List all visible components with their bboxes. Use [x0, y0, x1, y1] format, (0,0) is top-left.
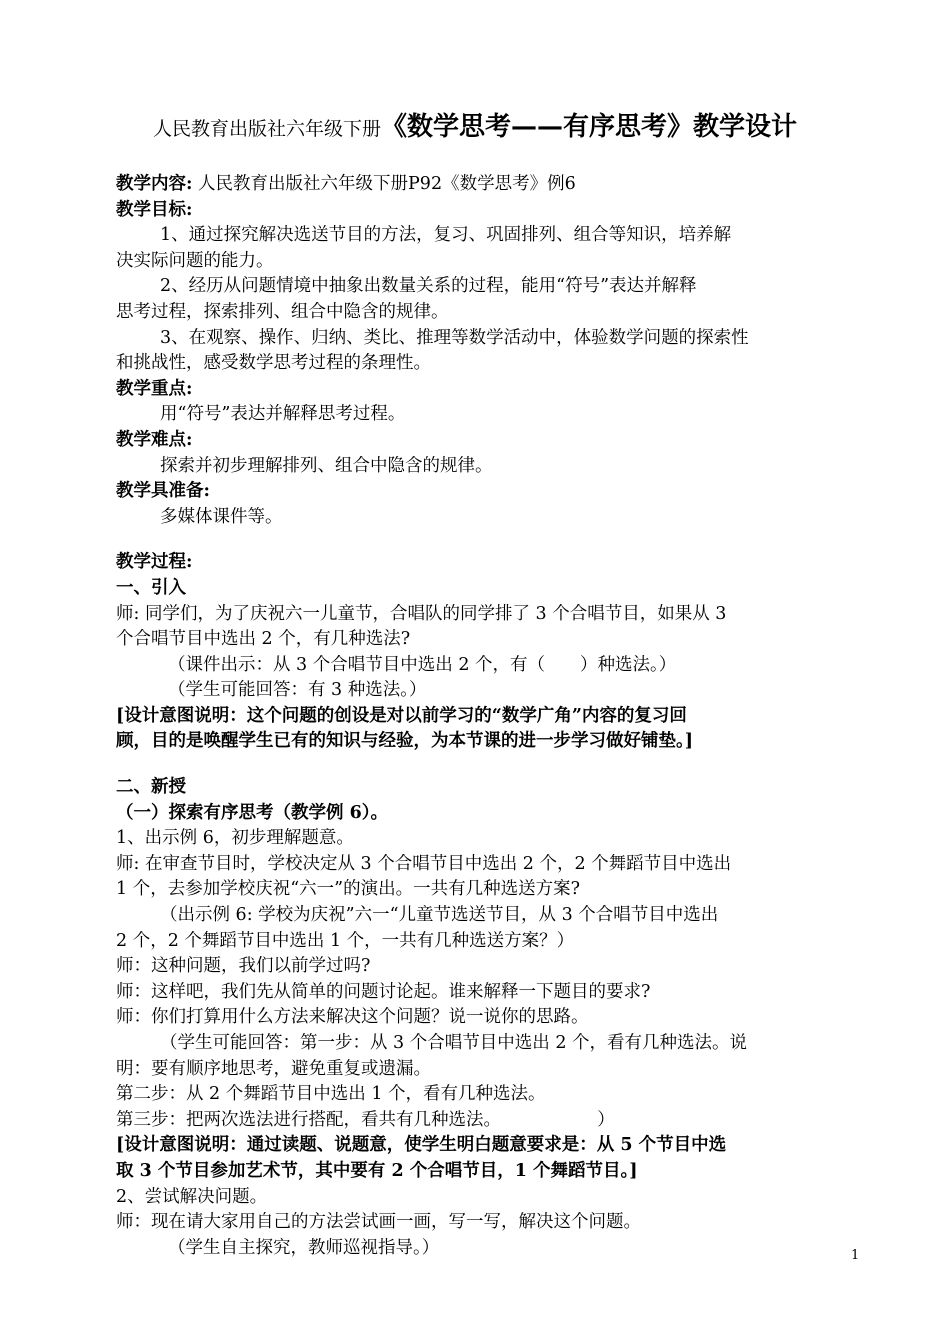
document-body	[116, 172, 861, 1261]
goals-label: 教学目标:	[116, 199, 193, 220]
para-7-line-1: （学生可能回答：第一步：从 3 个合唱节目中选出 2 个，看有几种选法。说	[160, 1033, 748, 1053]
goal-3-line-1: 3、在观察、操作、归纳、类比、推理等数学活动中，体验数学问题的探索性	[160, 327, 749, 348]
spacer	[116, 530, 861, 550]
teaching-content-text: 人民教育出版社六年级下册P92《数学思考》例6	[192, 174, 576, 194]
teaching-content-label: 教学内容:	[116, 174, 193, 194]
para-12: （学生自主探究，教师巡视指导。）	[168, 1237, 440, 1258]
goal-2-line-1: 2、经历从问题情境中抽象出数量关系的过程，能用“符号”表达并解释	[160, 276, 697, 297]
intro-line-4: （学生可能回答：有 3 种选法。）	[168, 680, 427, 701]
process-label: 教学过程:	[116, 552, 193, 573]
para-4: 师：这种问题，我们以前学过吗?	[116, 956, 371, 977]
goal-3-line-2: 和挑战性，感受数学思考过程的条理性。	[116, 353, 431, 374]
subsection-heading: （一）探索有序思考（教学例 6）。	[116, 802, 389, 823]
section-intro-heading: 一、引入	[116, 577, 186, 598]
page-number: 1	[851, 1248, 860, 1263]
difficulty-label: 教学难点:	[116, 429, 193, 450]
intro-line-3: （课件出示：从 3 个合唱节目中选出 2 个，有（ ）种选法。）	[168, 654, 677, 675]
intro-line-1: 师: 同学们，为了庆祝六一儿童节，合唱队的同学排了 3 个合唱节目，如果从 3	[116, 603, 727, 624]
para-2-line-2: 1 个，去参加学校庆祝“六一”的演出。一共有几种选送方案?	[116, 879, 580, 900]
para-11: 师：现在请大家用自己的方法尝试画一画，写一写，解决这个问题。	[116, 1212, 641, 1233]
design-note-2-line-1: [设计意图说明：通过读题、说题意，使学生明白题意要求是：从 5 个节目中选	[116, 1135, 727, 1156]
goal-2-line-2: 思考过程，探索排列、组合中隐含的规律。	[116, 301, 449, 322]
para-6: 师：你们打算用什么方法来解决这个问题？说一说你的思路。	[116, 1007, 589, 1028]
title-main: 《数学思考——有序思考》教学设计	[381, 112, 798, 142]
preparation-text: 多媒体课件等。	[160, 506, 283, 527]
design-note-1-line-2: 顾，目的是唤醒学生已有的知识与经验，为本节课的进一步学习做好铺垫。]	[116, 731, 694, 752]
para-10: 2、尝试解决问题。	[116, 1186, 268, 1207]
para-1: 1、出示例 6，初步理解题意。	[116, 828, 354, 849]
document-title	[0, 106, 950, 143]
design-note-2-line-2: 取 3 个节目参加艺术节，其中要有 2 个合唱节目，1 个舞蹈节目。]	[116, 1160, 638, 1181]
section-new-heading: 二、新授	[116, 777, 186, 798]
difficulty-text: 探索并初步理解排列、组合中隐含的规律。	[160, 455, 493, 476]
preparation-label: 教学具准备:	[116, 481, 210, 502]
para-2-line-1: 师: 在审查节目时，学校决定从 3 个合唱节目中选出 2 个，2 个舞蹈节目中选出	[116, 853, 732, 874]
key-point-text: 用“符号”表达并解释思考过程。	[160, 404, 406, 425]
teaching-content-line	[116, 172, 861, 198]
goal-1-line-1: 1、通过探究解决选送节目的方法，复习、巩固排列、组合等知识，培养解	[160, 225, 732, 246]
key-point-label: 教学重点:	[116, 378, 193, 399]
para-3-line-1: （出示例 6: 学校为庆祝”六一“儿童节选送节目，从 3 个合唱节目中选出	[160, 905, 719, 926]
design-note-1-line-1: [设计意图说明：这个问题的创设是对以前学习的“数学广角”内容的复习回	[116, 705, 687, 726]
spacer	[116, 755, 861, 775]
para-9: 第三步：把两次选法进行搭配，看共有几种选法。 ）	[116, 1109, 615, 1130]
intro-line-2: 个合唱节目中选出 2 个，有几种选法?	[116, 629, 411, 650]
para-5: 师：这样吧，我们先从简单的问题讨论起。谁来解释一下题目的要求?	[116, 981, 651, 1002]
para-3-line-2: 2 个，2 个舞蹈节目中选出 1 个，一共有几种选送方案？）	[116, 930, 575, 951]
title-publisher: 人民教育出版社六年级下册	[152, 118, 381, 140]
para-7-line-2: 明：要有顺序地思考，避免重复或遗漏。	[116, 1058, 431, 1079]
para-8: 第二步：从 2 个舞蹈节目中选出 1 个，看有几种选法。	[116, 1084, 546, 1105]
goal-1-line-2: 决实际问题的能力。	[116, 250, 274, 271]
